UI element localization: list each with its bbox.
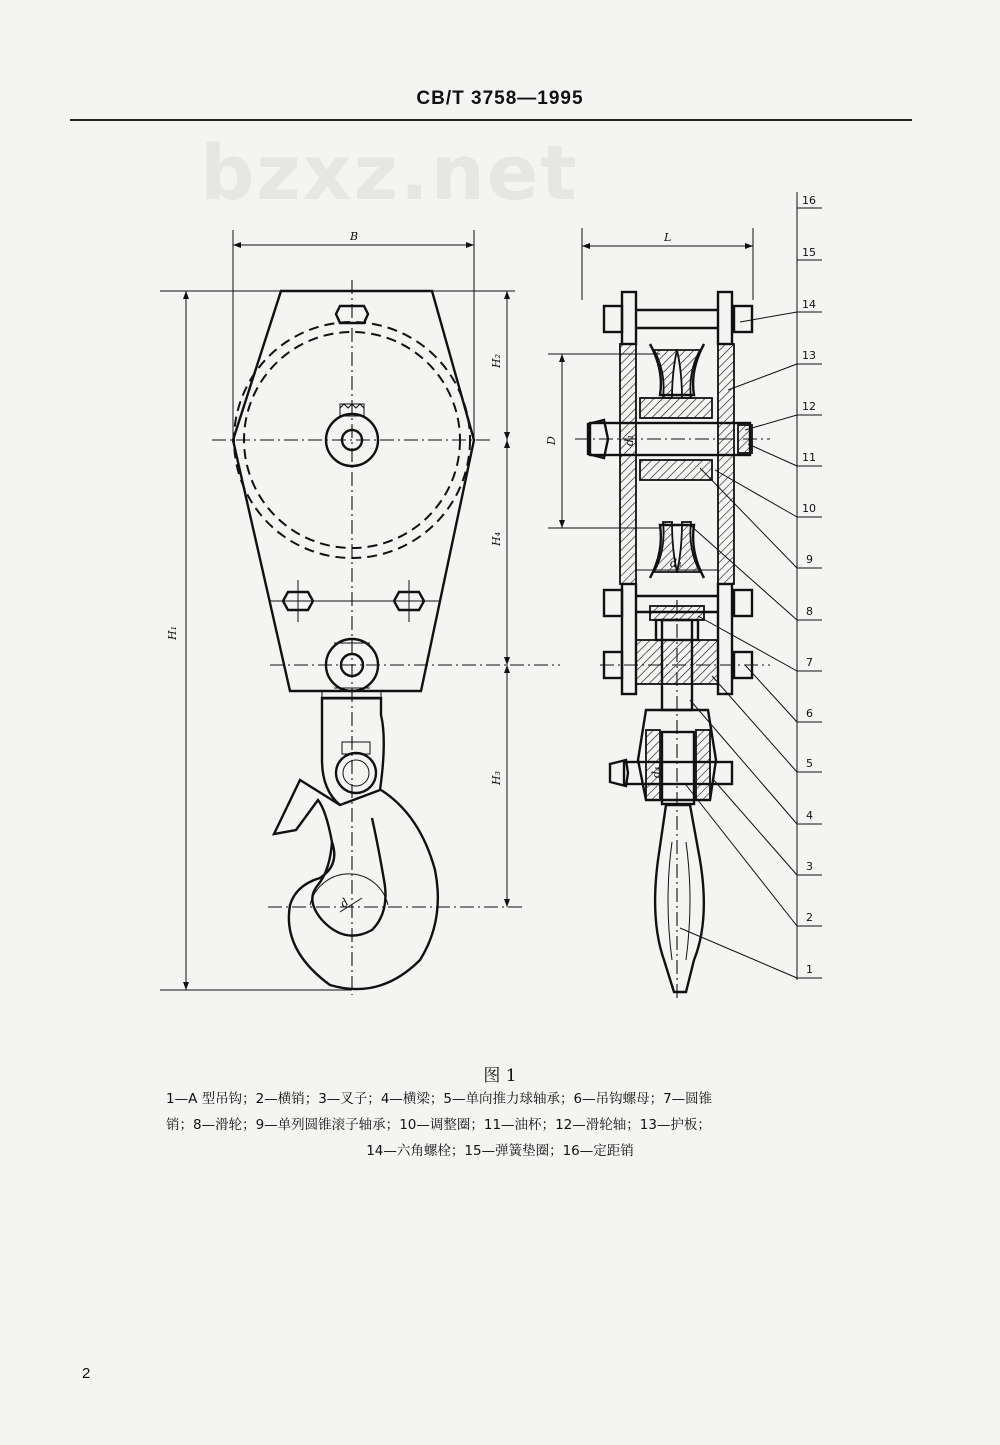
part-number: 12 bbox=[802, 400, 816, 413]
dim-label-d3: d₃ bbox=[670, 557, 682, 570]
legend-item: 16—定距销 bbox=[562, 1143, 634, 1159]
part-number: 2 bbox=[806, 911, 813, 924]
dim-label-L: L bbox=[664, 231, 672, 244]
dim-label-d1: d₁ bbox=[623, 434, 636, 446]
dim-label-H2: H₂ bbox=[490, 353, 503, 368]
standard-code: CB/T 3758—1995 bbox=[416, 88, 584, 109]
legend-item: 14—六角螺栓； bbox=[366, 1143, 465, 1159]
part-number: 3 bbox=[806, 860, 813, 873]
part-number: 9 bbox=[806, 553, 813, 566]
part-number: 14 bbox=[802, 298, 816, 311]
dim-label-B: B bbox=[350, 230, 359, 243]
dim-label-H3: H₃ bbox=[490, 770, 503, 785]
part-number: 15 bbox=[802, 246, 816, 259]
legend-item: 5—单向推力球轴承； bbox=[443, 1091, 574, 1107]
legend-item: 11—油杯； bbox=[483, 1117, 556, 1133]
dim-label-d4: d₄ bbox=[650, 766, 663, 778]
legend-item: 销； bbox=[166, 1117, 193, 1133]
legend-item: 8—滑轮； bbox=[193, 1117, 256, 1133]
figure-title: 图 1 bbox=[483, 1066, 517, 1086]
part-number: 7 bbox=[806, 656, 813, 669]
part-number: 11 bbox=[802, 451, 816, 464]
legend-item: 4—横梁； bbox=[380, 1091, 444, 1107]
dim-label-D: D bbox=[545, 436, 558, 445]
legend-item: 6—吊钩螺母； bbox=[573, 1091, 664, 1107]
side-view bbox=[545, 192, 822, 1000]
legend-item: 2—横销； bbox=[255, 1091, 319, 1107]
watermark: bzxz.net bbox=[200, 128, 579, 217]
part-number: 13 bbox=[802, 349, 816, 362]
legend-item: 13—护板； bbox=[639, 1117, 711, 1133]
part-number: 5 bbox=[806, 757, 813, 770]
page-number: 2 bbox=[82, 1365, 91, 1382]
part-number: 6 bbox=[806, 707, 813, 720]
dim-label-H4: H₄ bbox=[490, 531, 503, 546]
legend-item: 15—弹簧垫圈； bbox=[464, 1143, 563, 1159]
part-number: 1 bbox=[806, 963, 813, 976]
legend-item: 7—圆锥 bbox=[663, 1091, 713, 1107]
part-number: 16 bbox=[802, 194, 816, 207]
part-number: 8 bbox=[806, 605, 813, 618]
dim-label-d: d bbox=[337, 895, 352, 911]
dim-label-H1: H₁ bbox=[166, 625, 179, 640]
part-number: 4 bbox=[806, 809, 813, 822]
legend-item: 12—滑轮轴； bbox=[555, 1117, 640, 1133]
part-number: 10 bbox=[802, 502, 816, 515]
front-view bbox=[160, 230, 560, 995]
legend-item: 9—单列圆锥滚子轴承； bbox=[255, 1117, 400, 1133]
legend-item: 3—叉子； bbox=[318, 1091, 381, 1107]
legend-item: 1—A 型吊钩； bbox=[166, 1091, 256, 1107]
figure-legend bbox=[166, 1086, 834, 1164]
legend-item: 10—调整圈； bbox=[399, 1117, 484, 1133]
